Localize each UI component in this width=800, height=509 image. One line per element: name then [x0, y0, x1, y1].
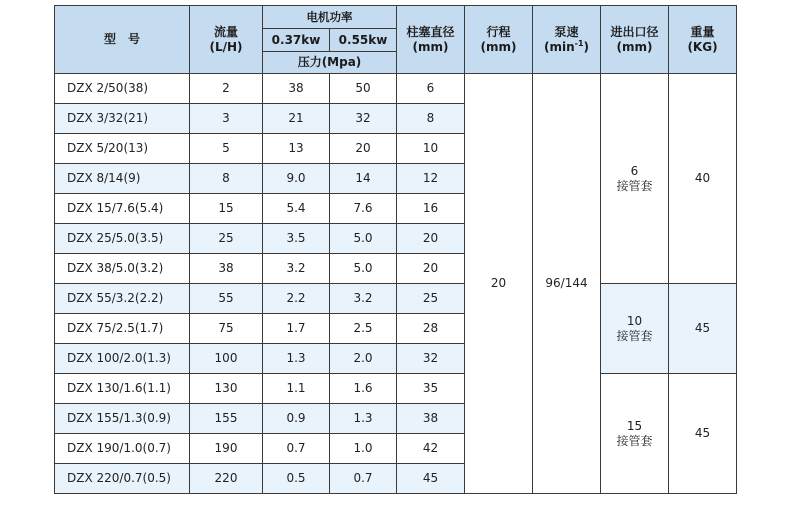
header-flow — [190, 6, 263, 74]
cell-model: DZX 2/50(38) — [55, 74, 190, 104]
cell-plunger: 45 — [397, 464, 465, 494]
cell-pressure-037: 21 — [263, 104, 330, 134]
port-size: 10 — [626, 313, 643, 328]
header-plunger-label: 柱塞直径 — [406, 24, 455, 39]
cell-pressure-055: 1.0 — [330, 434, 397, 464]
cell-flow: 100 — [190, 344, 263, 374]
cell-flow: 8 — [190, 164, 263, 194]
header-plunger-unit: (mm) — [412, 39, 449, 54]
cell-pressure-037: 1.1 — [263, 374, 330, 404]
cell-flow: 75 — [190, 314, 263, 344]
header-flow-unit: (L/H) — [209, 39, 243, 54]
cell-pressure-037: 9.0 — [263, 164, 330, 194]
header-plunger — [397, 6, 465, 74]
header-port-label: 进出口径 — [610, 24, 659, 39]
cell-plunger: 42 — [397, 434, 465, 464]
cell-pressure-037: 0.5 — [263, 464, 330, 494]
cell-pressure-055: 1.3 — [330, 404, 397, 434]
header-weight-unit: (KG) — [687, 39, 718, 54]
cell-flow: 155 — [190, 404, 263, 434]
cell-pressure-055: 14 — [330, 164, 397, 194]
cell-pressure-037: 2.2 — [263, 284, 330, 314]
cell-pressure-037: 3.2 — [263, 254, 330, 284]
header-pressure: 压力(Mpa) — [263, 52, 397, 74]
cell-pressure-037: 1.7 — [263, 314, 330, 344]
port-label: 接管套 — [616, 433, 653, 448]
cell-model: DZX 55/3.2(2.2) — [55, 284, 190, 314]
cell-port-2 — [601, 284, 669, 374]
cell-model: DZX 190/1.0(0.7) — [55, 434, 190, 464]
cell-weight-1: 40 — [669, 74, 737, 284]
cell-model: DZX 3/32(21) — [55, 104, 190, 134]
cell-plunger: 6 — [397, 74, 465, 104]
cell-port-3 — [601, 374, 669, 494]
cell-model: DZX 75/2.5(1.7) — [55, 314, 190, 344]
port-label: 接管套 — [616, 328, 653, 343]
cell-plunger: 20 — [397, 224, 465, 254]
cell-model: DZX 8/14(9) — [55, 164, 190, 194]
cell-stroke: 20 — [465, 74, 533, 494]
header-stroke — [465, 6, 533, 74]
cell-pressure-055: 32 — [330, 104, 397, 134]
cell-plunger: 32 — [397, 344, 465, 374]
cell-pressure-055: 5.0 — [330, 254, 397, 284]
cell-flow: 3 — [190, 104, 263, 134]
cell-pressure-055: 3.2 — [330, 284, 397, 314]
cell-speed: 96/144 — [533, 74, 601, 494]
cell-flow: 5 — [190, 134, 263, 164]
cell-flow: 2 — [190, 74, 263, 104]
cell-pressure-037: 1.3 — [263, 344, 330, 374]
cell-flow: 55 — [190, 284, 263, 314]
cell-port-1 — [601, 74, 669, 284]
cell-flow: 130 — [190, 374, 263, 404]
cell-model: DZX 25/5.0(3.5) — [55, 224, 190, 254]
header-weight — [669, 6, 737, 74]
spec-table-container — [54, 5, 737, 494]
cell-plunger: 12 — [397, 164, 465, 194]
cell-plunger: 25 — [397, 284, 465, 314]
cell-pressure-055: 50 — [330, 74, 397, 104]
cell-flow: 220 — [190, 464, 263, 494]
cell-pressure-055: 2.5 — [330, 314, 397, 344]
cell-pressure-037: 0.7 — [263, 434, 330, 464]
header-speed — [533, 6, 601, 74]
header-flow-label: 流量 — [213, 24, 238, 39]
cell-plunger: 8 — [397, 104, 465, 134]
cell-plunger: 16 — [397, 194, 465, 224]
cell-model: DZX 155/1.3(0.9) — [55, 404, 190, 434]
cell-model: DZX 130/1.6(1.1) — [55, 374, 190, 404]
header-model: 型 号 — [55, 6, 190, 74]
cell-pressure-055: 5.0 — [330, 224, 397, 254]
header-speed-unit: $(\min^{-1})$ — [543, 38, 590, 54]
cell-model: DZX 15/7.6(5.4) — [55, 194, 190, 224]
port-size: 15 — [626, 418, 643, 433]
cell-pressure-037: 5.4 — [263, 194, 330, 224]
cell-weight-2: 45 — [669, 284, 737, 374]
port-size: 6 — [630, 163, 639, 178]
cell-model: DZX 220/0.7(0.5) — [55, 464, 190, 494]
cell-pressure-055: 7.6 — [330, 194, 397, 224]
table-row — [55, 74, 737, 104]
header-stroke-unit: (mm) — [480, 39, 517, 54]
port-label: 接管套 — [616, 178, 653, 193]
cell-model: DZX 5/20(13) — [55, 134, 190, 164]
header-port-unit: (mm) — [616, 39, 653, 54]
cell-pressure-055: 20 — [330, 134, 397, 164]
cell-pressure-037: 38 — [263, 74, 330, 104]
cell-model: DZX 100/2.0(1.3) — [55, 344, 190, 374]
cell-pressure-055: 0.7 — [330, 464, 397, 494]
header-port — [601, 6, 669, 74]
cell-plunger: 38 — [397, 404, 465, 434]
header-power-055: 0.55kw — [330, 29, 397, 52]
cell-pressure-037: 0.9 — [263, 404, 330, 434]
header-weight-label: 重量 — [690, 24, 715, 39]
table-row — [55, 284, 737, 314]
cell-pressure-037: 3.5 — [263, 224, 330, 254]
header-speed-label: 泵速 — [554, 24, 579, 39]
header-stroke-label: 行程 — [486, 24, 511, 39]
cell-plunger: 28 — [397, 314, 465, 344]
cell-pressure-055: 1.6 — [330, 374, 397, 404]
cell-flow: 190 — [190, 434, 263, 464]
cell-flow: 38 — [190, 254, 263, 284]
header-motor-power: 电机功率 — [263, 6, 397, 29]
cell-weight-3: 45 — [669, 374, 737, 494]
table-row — [55, 374, 737, 404]
cell-pressure-055: 2.0 — [330, 344, 397, 374]
pump-spec-table — [54, 5, 737, 494]
cell-plunger: 35 — [397, 374, 465, 404]
cell-flow: 15 — [190, 194, 263, 224]
cell-pressure-037: 13 — [263, 134, 330, 164]
header-power-037: 0.37kw — [263, 29, 330, 52]
cell-plunger: 20 — [397, 254, 465, 284]
cell-model: DZX 38/5.0(3.2) — [55, 254, 190, 284]
cell-plunger: 10 — [397, 134, 465, 164]
cell-flow: 25 — [190, 224, 263, 254]
